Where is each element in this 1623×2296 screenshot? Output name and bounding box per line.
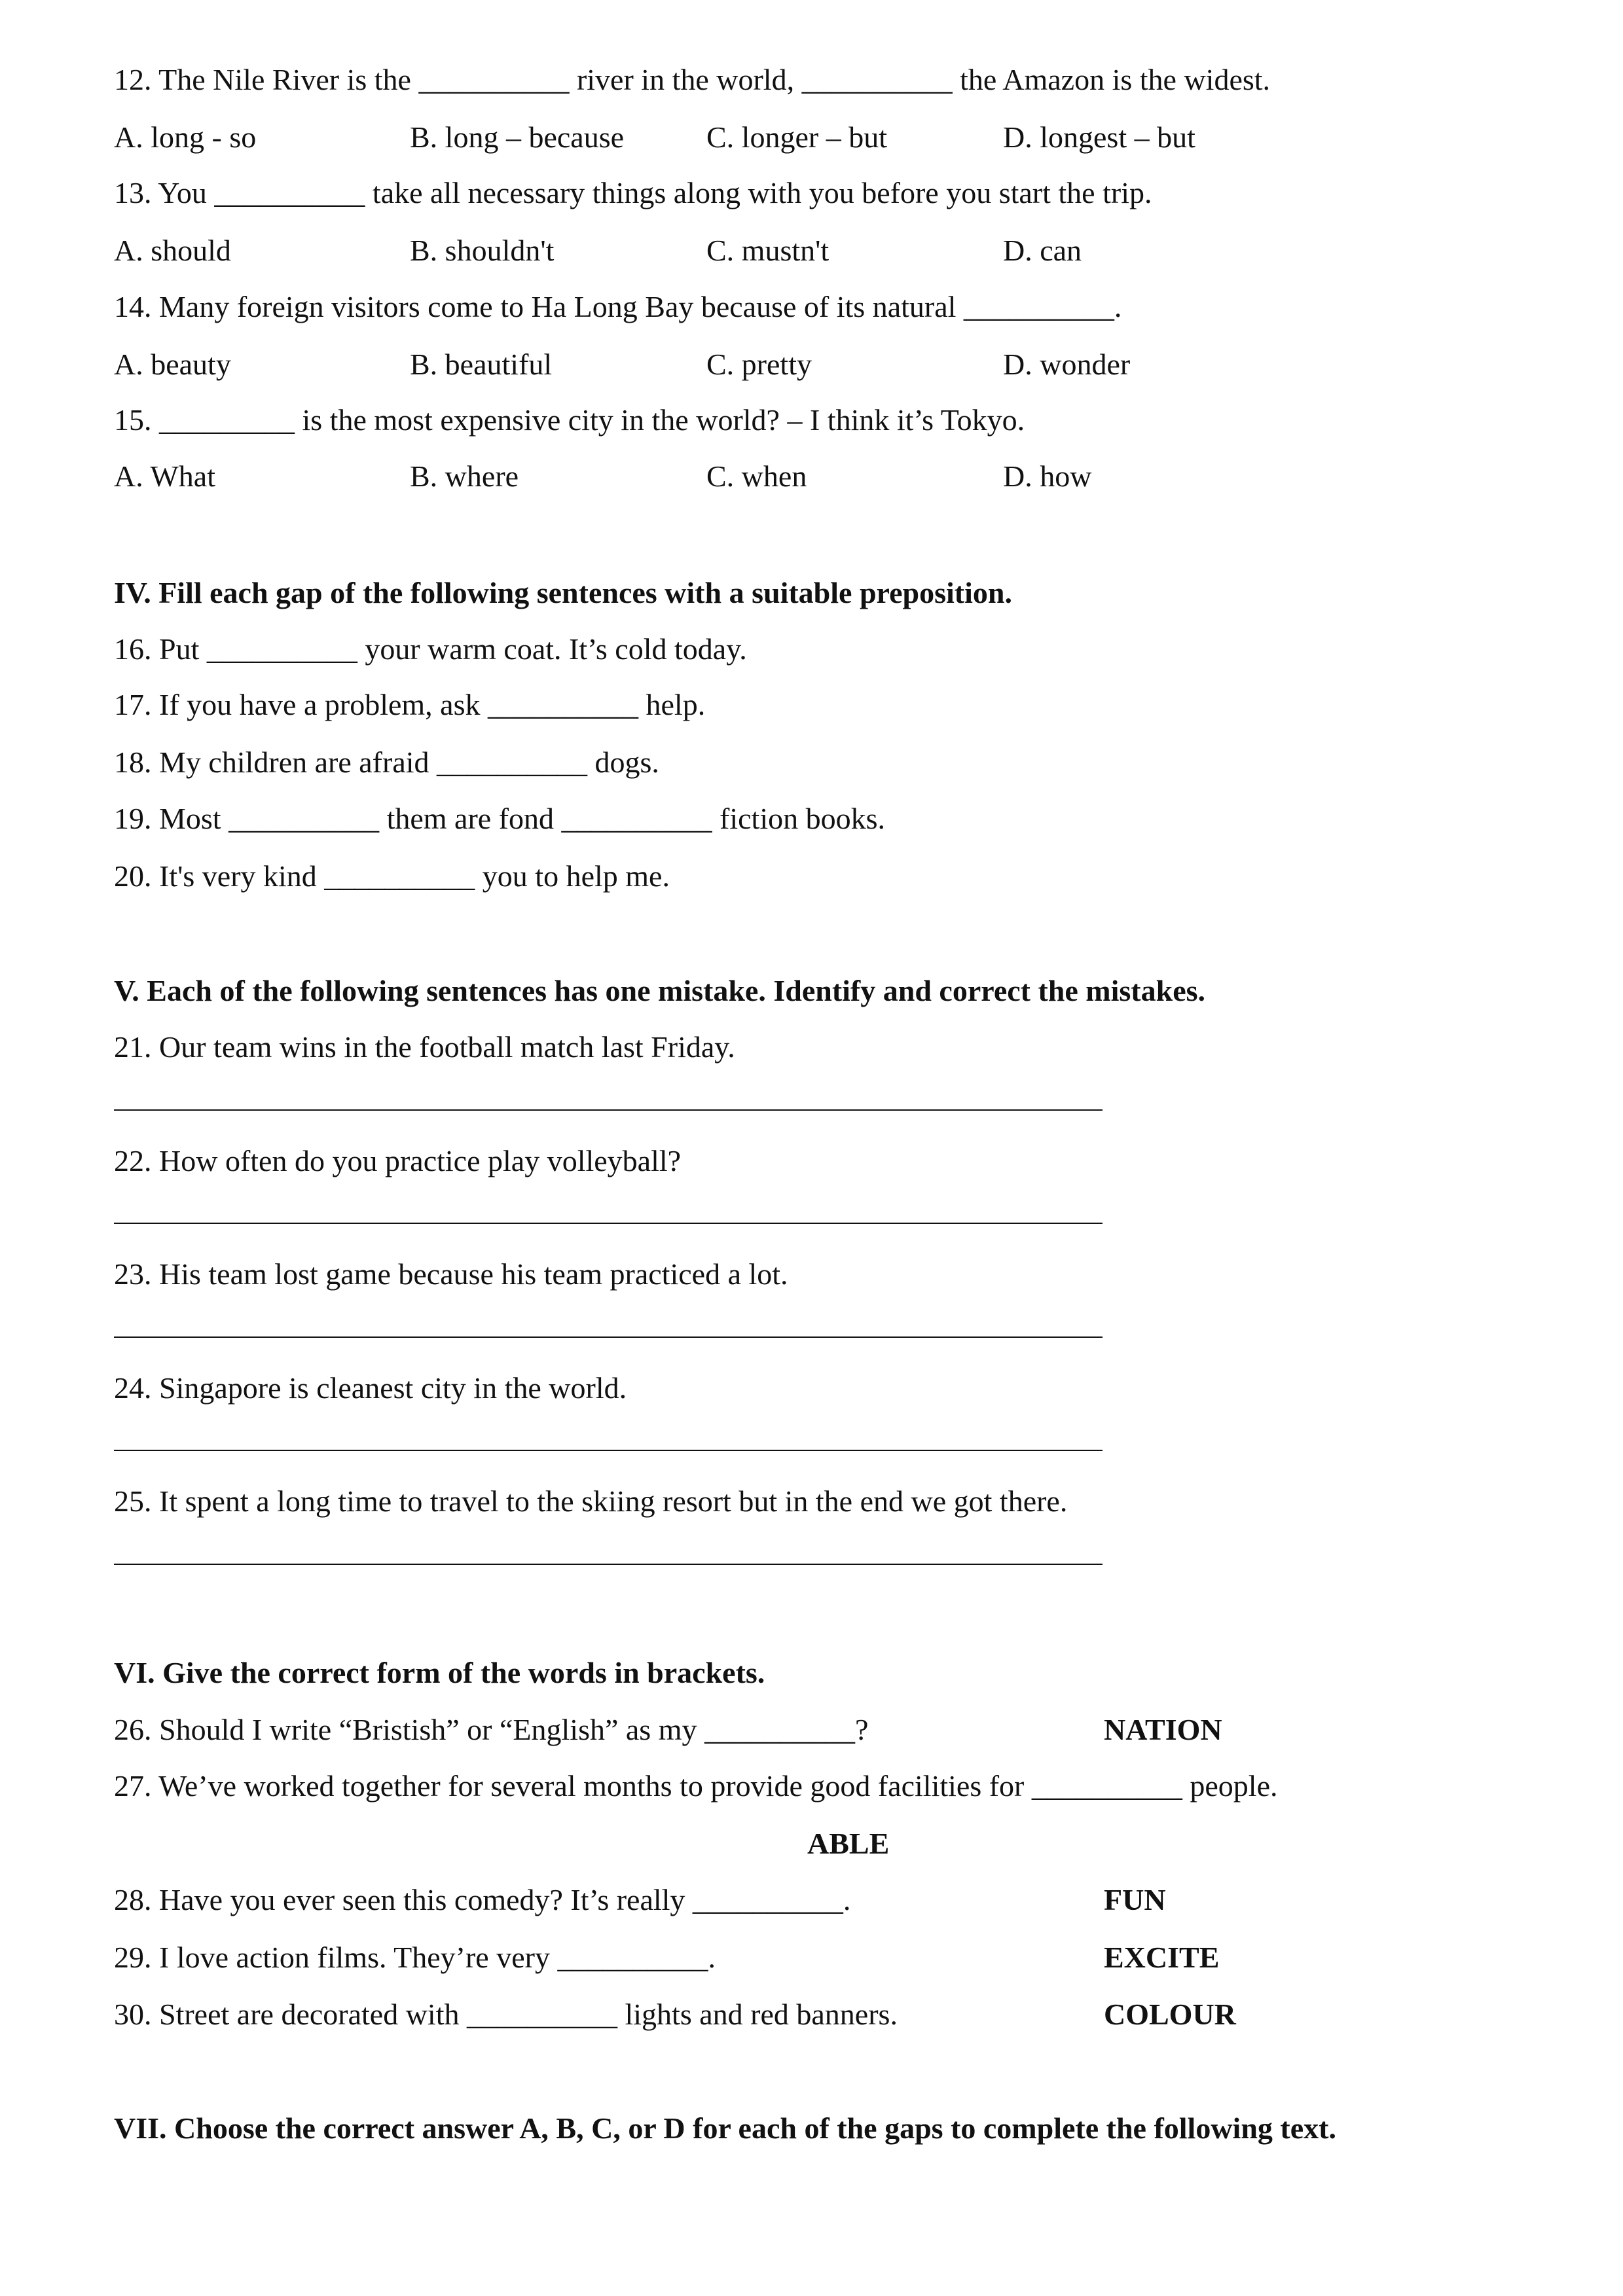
- answer-line-24[interactable]: [114, 1450, 1103, 1451]
- question-13-options: [114, 232, 1082, 269]
- section-5-heading: V. Each of the following sentences has one mistake. Identify and correct the mistakes.: [114, 974, 1206, 1007]
- question-16: 16. Put __________ your warm coat. It’s cold today.: [114, 632, 747, 666]
- question-15-options: [114, 458, 1092, 495]
- option-b: B. where: [410, 459, 519, 493]
- question-24: 24. Singapore is cleanest city in the world.: [114, 1371, 627, 1405]
- question-15: 15. _________ is the most expensive city in the world? – I think it’s Tokyo.: [114, 403, 1025, 437]
- section-6-heading: VI. Give the correct form of the words in brackets.: [114, 1656, 765, 1689]
- option-d: D. longest – but: [1003, 120, 1195, 154]
- answer-line-23[interactable]: [114, 1336, 1103, 1338]
- option-d: D. how: [1003, 459, 1092, 493]
- question-22: 22. How often do you practice play volleyball?: [114, 1144, 682, 1177]
- option-c: C. pretty: [706, 348, 812, 381]
- question-30: 30. Street are decorated with __________ lights and red banners.: [114, 1998, 898, 2031]
- word-cue-27: ABLE: [807, 1827, 890, 1860]
- option-c: C. when: [706, 459, 807, 493]
- option-c: C. longer – but: [706, 120, 887, 154]
- question-29: 29. I love action films. They’re very __________.: [114, 1941, 716, 1974]
- option-d: D. can: [1003, 234, 1082, 267]
- section-7-heading: VII. Choose the correct answer A, B, C, or D for each of the gaps to complete the following text.: [114, 2111, 1336, 2145]
- question-20: 20. It's very kind __________ you to help me.: [114, 859, 670, 893]
- question-14: 14. Many foreign visitors come to Ha Long Bay because of its natural __________.: [114, 290, 1122, 323]
- option-a: A. long - so: [114, 120, 257, 154]
- word-cue-26: NATION: [1104, 1713, 1222, 1746]
- option-c: C. mustn't: [706, 234, 830, 267]
- question-14-options: [114, 346, 1131, 383]
- option-a: A. should: [114, 234, 231, 267]
- question-25: 25. It spent a long time to travel to the skiing resort but in the end we got there.: [114, 1484, 1068, 1518]
- question-12: 12. The Nile River is the __________ river in the world, __________ the Amazon is the widest.: [114, 63, 1271, 96]
- question-12-options: [114, 119, 1195, 156]
- question-28: 28. Have you ever seen this comedy? It’s really __________.: [114, 1883, 851, 1916]
- option-a: A. What: [114, 459, 216, 493]
- question-27: 27. We’ve worked together for several months to provide good facilities for __________ people.: [114, 1769, 1278, 1803]
- answer-line-25[interactable]: [114, 1564, 1103, 1565]
- question-23: 23. His team lost game because his team practiced a lot.: [114, 1257, 788, 1291]
- word-cue-29: EXCITE: [1104, 1941, 1220, 1974]
- answer-line-22[interactable]: [114, 1223, 1103, 1224]
- section-4-heading: IV. Fill each gap of the following sentences with a suitable preposition.: [114, 576, 1012, 609]
- answer-line-21[interactable]: [114, 1109, 1103, 1111]
- option-a: A. beauty: [114, 348, 231, 381]
- option-d: D. wonder: [1003, 348, 1131, 381]
- question-18: 18. My children are afraid __________ dogs.: [114, 745, 659, 779]
- word-cue-30: COLOUR: [1104, 1998, 1236, 2031]
- question-13: 13. You __________ take all necessary things along with you before you start the trip.: [114, 176, 1152, 209]
- question-17: 17. If you have a problem, ask __________ help.: [114, 688, 706, 721]
- word-cue-28: FUN: [1104, 1883, 1166, 1916]
- option-b: B. shouldn't: [410, 234, 555, 267]
- question-21: 21. Our team wins in the football match last Friday.: [114, 1030, 735, 1064]
- option-b: B. beautiful: [410, 348, 553, 381]
- option-b: B. long – because: [410, 120, 625, 154]
- question-19: 19. Most __________ them are fond __________ fiction books.: [114, 802, 886, 835]
- question-26: 26. Should I write “Bristish” or “English” as my __________?: [114, 1713, 869, 1746]
